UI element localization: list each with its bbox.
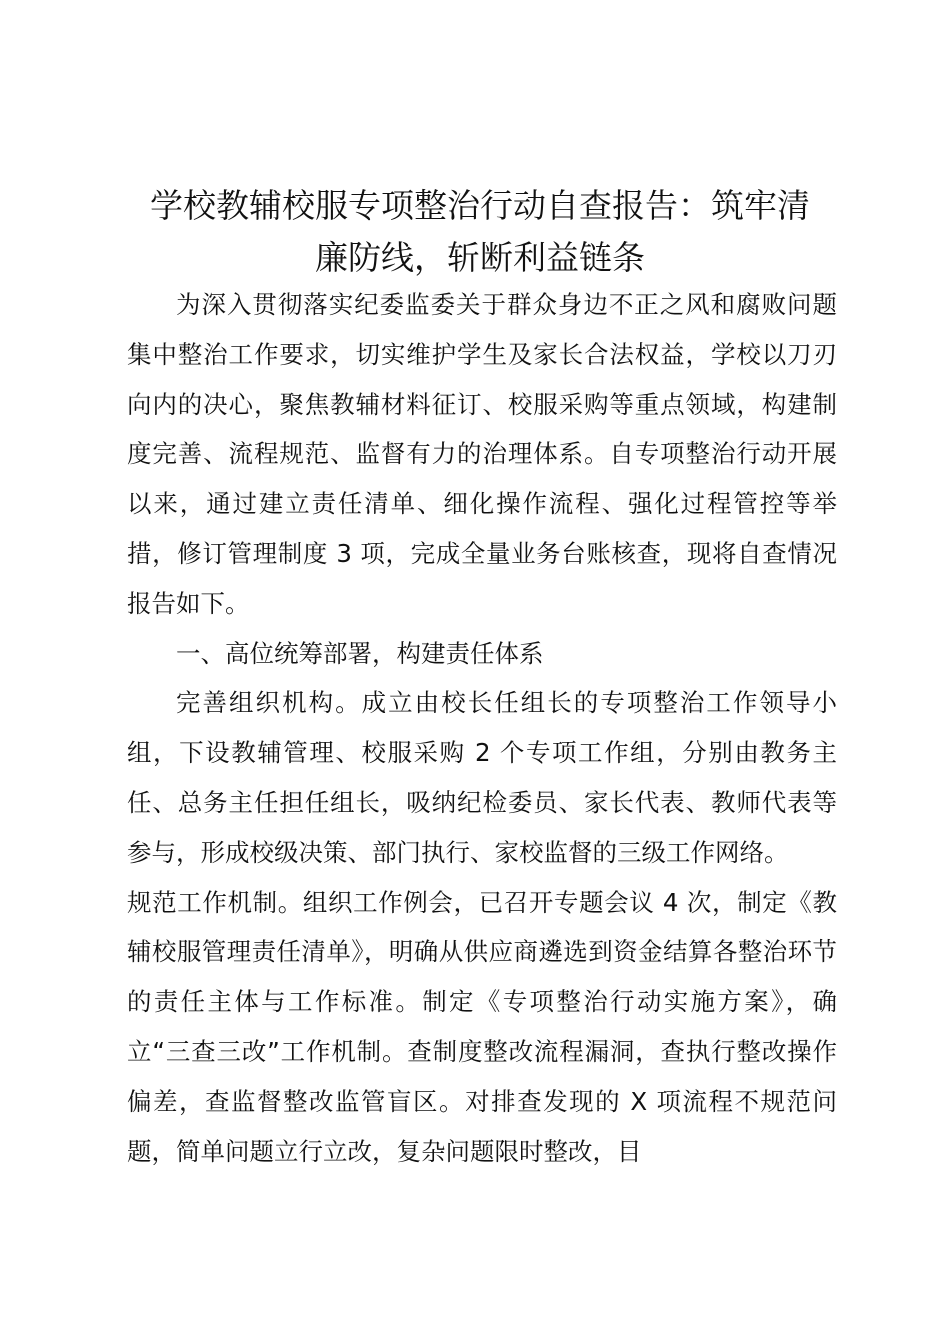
- section-heading-1: 一、高位统筹部署，构建责任体系: [176, 638, 544, 668]
- paragraph-mechanism: 规范工作机制。组织工作例会，已召开专题会议 4 次，制定《教辅校服管理责任清单》，明确从供应商遴选到资金结算各整治环节的责任主体与工作标准。制定《专项整治行动实施方案》，确立“三查三改”工作机制。查制度整改流程漏洞，查执行整改操作偏差，查监督整改监管盲区。对排查发现的 X 项流程不规范问题，简单问题立行立改，复杂问题限时整改，目: [127, 887, 837, 1166]
- document-title: [120, 180, 840, 284]
- intro-paragraph: 为深入贯彻落实纪委监委关于群众身边不正之风和腐败问题集中整治工作要求，切实维护学生及家长合法权益，学校以刀刃向内的决心，聚焦教辅材料征订、校服采购等重点领域，构建制度完善、流程规范、监督有力的治理体系。自专项整治行动开展以来，通过建立责任清单、细化操作流程、强化过程管控等举措，修订管理制度 3 项，完成全量业务台账核查，现将自查情况报告如下。: [127, 290, 837, 618]
- paragraph-organization: 完善组织机构。成立由校长任组长的专项整治工作领导小组，下设教辅管理、校服采购 2 个专项工作组，分别由教务主任、总务主任担任组长，吸纳纪检委员、家长代表、教师代表等参与，形成校级决策、部门执行、家校监督的三级工作网络。: [127, 688, 837, 867]
- title-line-1: 学校教辅校服专项整治行动自查报告：筑牢清: [150, 186, 810, 225]
- title-line-2: 廉防线，斩断利益链条: [315, 238, 645, 277]
- document-body: [127, 280, 837, 1176]
